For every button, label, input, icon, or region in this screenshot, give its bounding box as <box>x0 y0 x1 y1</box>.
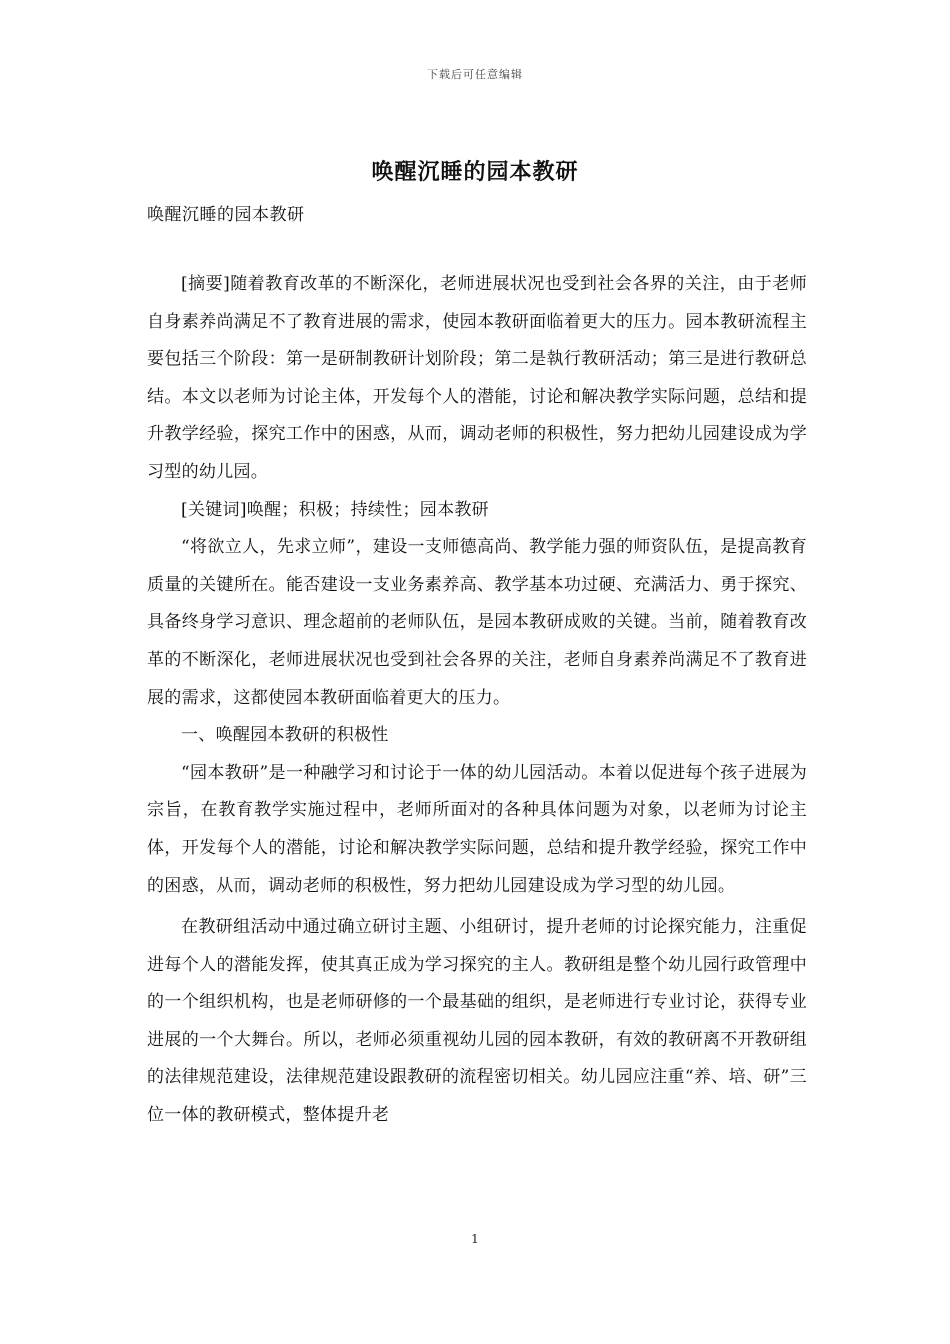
abstract-paragraph: [摘要]随着教育改革的不断深化，老师进展状况也受到社会各界的关注，由于老师自身素养尚满足不了教育进展的需求，使园本教研面临着更大的压力。园本教研流程主要包括三个阶段：第一是研制教研计划阶段；第二是執行教研活动；第三是进行教研总结。本文以老师为讨论主体，开发每个人的潜能，讨论和解决教学实际问题，总结和提升教学经验，探究工作中的困惑，从而，调动老师的积极性，努力把幼儿园建设成为学习型的幼儿园。 <box>147 274 807 482</box>
section-heading: 一、唤醒园本教研的积极性 <box>181 725 389 746</box>
keywords-paragraph: [关键词]唤醒；积极；持续性；园本教研 <box>181 499 489 520</box>
document-body <box>147 266 807 1135</box>
body-paragraph: “园本教研”是一种融学习和讨论于一体的幼儿园活动。本着以促进每个孩子进展为宗旨，在教育教学实施过程中，老师所面对的各种具体问题为对象，以老师为讨论主体，开发每个人的潜能，讨论和解决教学实际问题，总结和提升教学经验，探究工作中的困惑，从而，调动老师的积极性，努力把幼儿园建设成为学习型的幼儿园。 <box>147 762 807 896</box>
page-header-note: 下载后可任意编辑 <box>427 68 523 81</box>
document-subtitle: 唤醒沉睡的园本教研 <box>147 205 305 225</box>
page-number: 1 <box>471 1232 479 1246</box>
intro-paragraph: “将欲立人，先求立师”，建设一支师德高尚、教学能力强的师资队伍，是提高教育质量的关键所在。能否建设一支业务素养高、教学基本功过硬、充满活力、勇于探究、具备终身学习意识、理念超前的老师队伍，是园本教研成败的关键。当前，随着教育改革的不断深化，老师进展状况也受到社会各界的关注，老师自身素养尚满足不了教育进展的需求，这都使园本教研面临着更大的压力。 <box>147 537 807 708</box>
body-paragraph: 在教研组活动中通过确立研讨主题、小组研讨，提升老师的讨论探究能力，注重促进每个人的潜能发挥，使其真正成为学习探究的主人。教研组是整个幼儿园行政管理中的一个组织机构，也是老师研修的一个最基础的组织，是老师进行专业讨论，获得专业进展的一个大舞台。所以，老师必须重视幼儿园的园本教研，有效的教研离不开教研组的法律规范建设，法律规范建设跟教研的流程密切相关。幼儿园应注重“养、培、研”三位一体的教研模式，整体提升老 <box>147 917 807 1126</box>
document-title: 唤醒沉睡的园本教研 <box>371 159 579 185</box>
